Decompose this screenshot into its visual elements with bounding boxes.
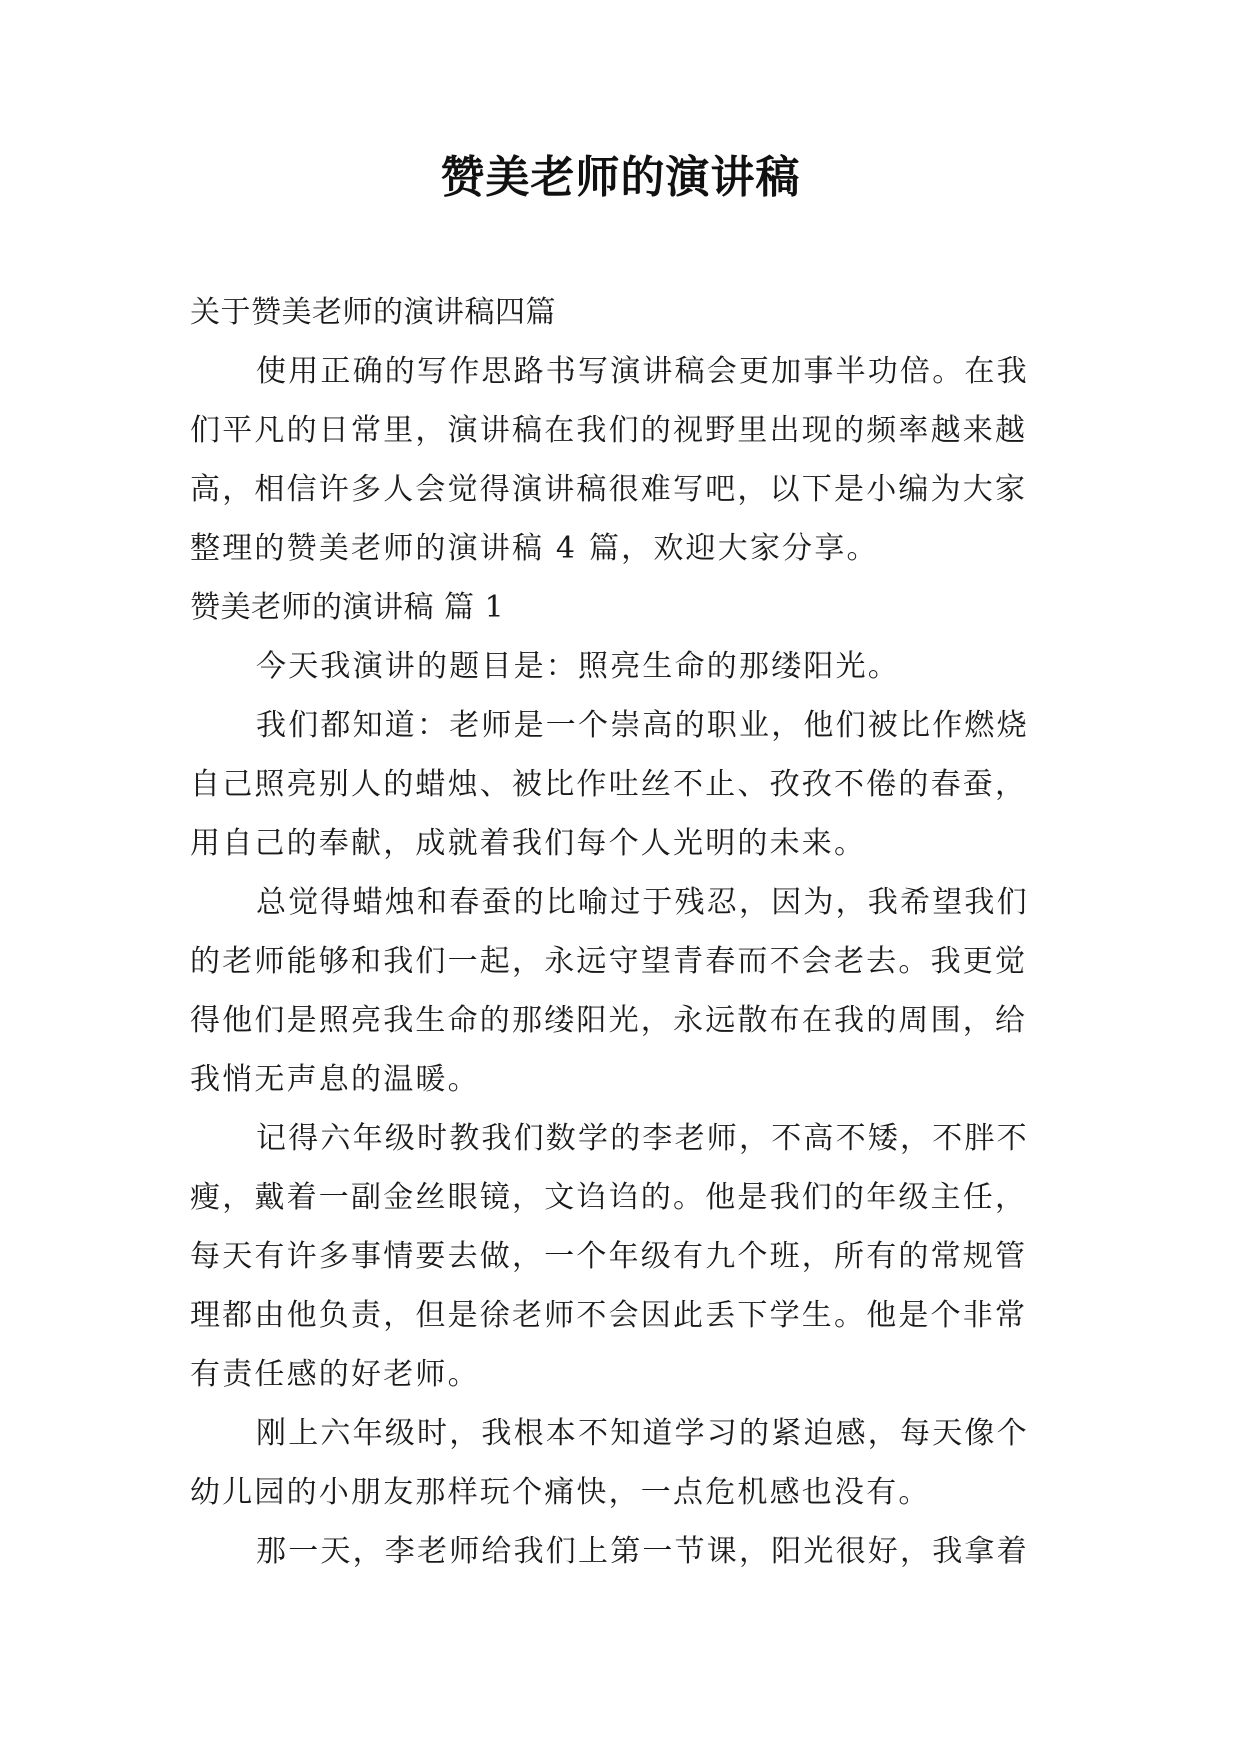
paragraph-line: 的老师能够和我们一起，永远守望青春而不会老去。我更觉 — [190, 944, 1028, 979]
paragraph-line: 整理的赞美老师的演讲稿 4 篇，欢迎大家分享。 — [190, 531, 879, 566]
paragraph-line: 高，相信许多人会觉得演讲稿很难写吧，以下是小编为大家 — [190, 472, 1028, 507]
subtitle-line: 关于赞美老师的演讲稿四篇 — [190, 295, 556, 330]
paragraph-line: 们平凡的日常里，演讲稿在我们的视野里出现的频率越来越 — [190, 413, 1028, 448]
paragraph-line: 幼儿园的小朋友那样玩个痛快，一点危机感也没有。 — [190, 1475, 931, 1510]
paragraph-line: 今天我演讲的题目是：照亮生命的那缕阳光。 — [256, 649, 900, 684]
paragraph-line: 瘦，戴着一副金丝眼镜，文诌诌的。他是我们的年级主任， — [190, 1180, 1028, 1215]
paragraph-line: 总觉得蜡烛和春蚕的比喻过于残忍，因为，我希望我们 — [256, 885, 1029, 920]
paragraph-line: 那一天，李老师给我们上第一节课，阳光很好，我拿着 — [256, 1534, 1029, 1569]
paragraph-line: 我们都知道：老师是一个崇高的职业，他们被比作燃烧 — [256, 708, 1029, 743]
paragraph-line: 记得六年级时教我们数学的李老师，不高不矮，不胖不 — [256, 1121, 1029, 1156]
paragraph-line: 我悄无声息的温暖。 — [190, 1062, 480, 1097]
document-title: 赞美老师的演讲稿 — [440, 152, 801, 203]
paragraph-line: 每天有许多事情要去做，一个年级有九个班，所有的常规管 — [190, 1239, 1028, 1274]
document-body — [190, 283, 1052, 1581]
paragraph-line: 理都由他负责，但是徐老师不会因此丢下学生。他是个非常 — [190, 1298, 1028, 1333]
paragraph-line: 使用正确的写作思路书写演讲稿会更加事半功倍。在我 — [256, 354, 1029, 389]
paragraph-line: 用自己的奉献，成就着我们每个人光明的未来。 — [190, 826, 867, 861]
section-heading: 赞美老师的演讲稿 篇 1 — [190, 590, 505, 625]
paragraph-line: 刚上六年级时，我根本不知道学习的紧迫感，每天像个 — [256, 1416, 1029, 1451]
paragraph-line: 自己照亮别人的蜡烛、被比作吐丝不止、孜孜不倦的春蚕， — [190, 767, 1028, 802]
paragraph-line: 有责任感的好老师。 — [190, 1357, 480, 1392]
paragraph-line: 得他们是照亮我生命的那缕阳光，永远散布在我的周围，给 — [190, 1003, 1028, 1038]
